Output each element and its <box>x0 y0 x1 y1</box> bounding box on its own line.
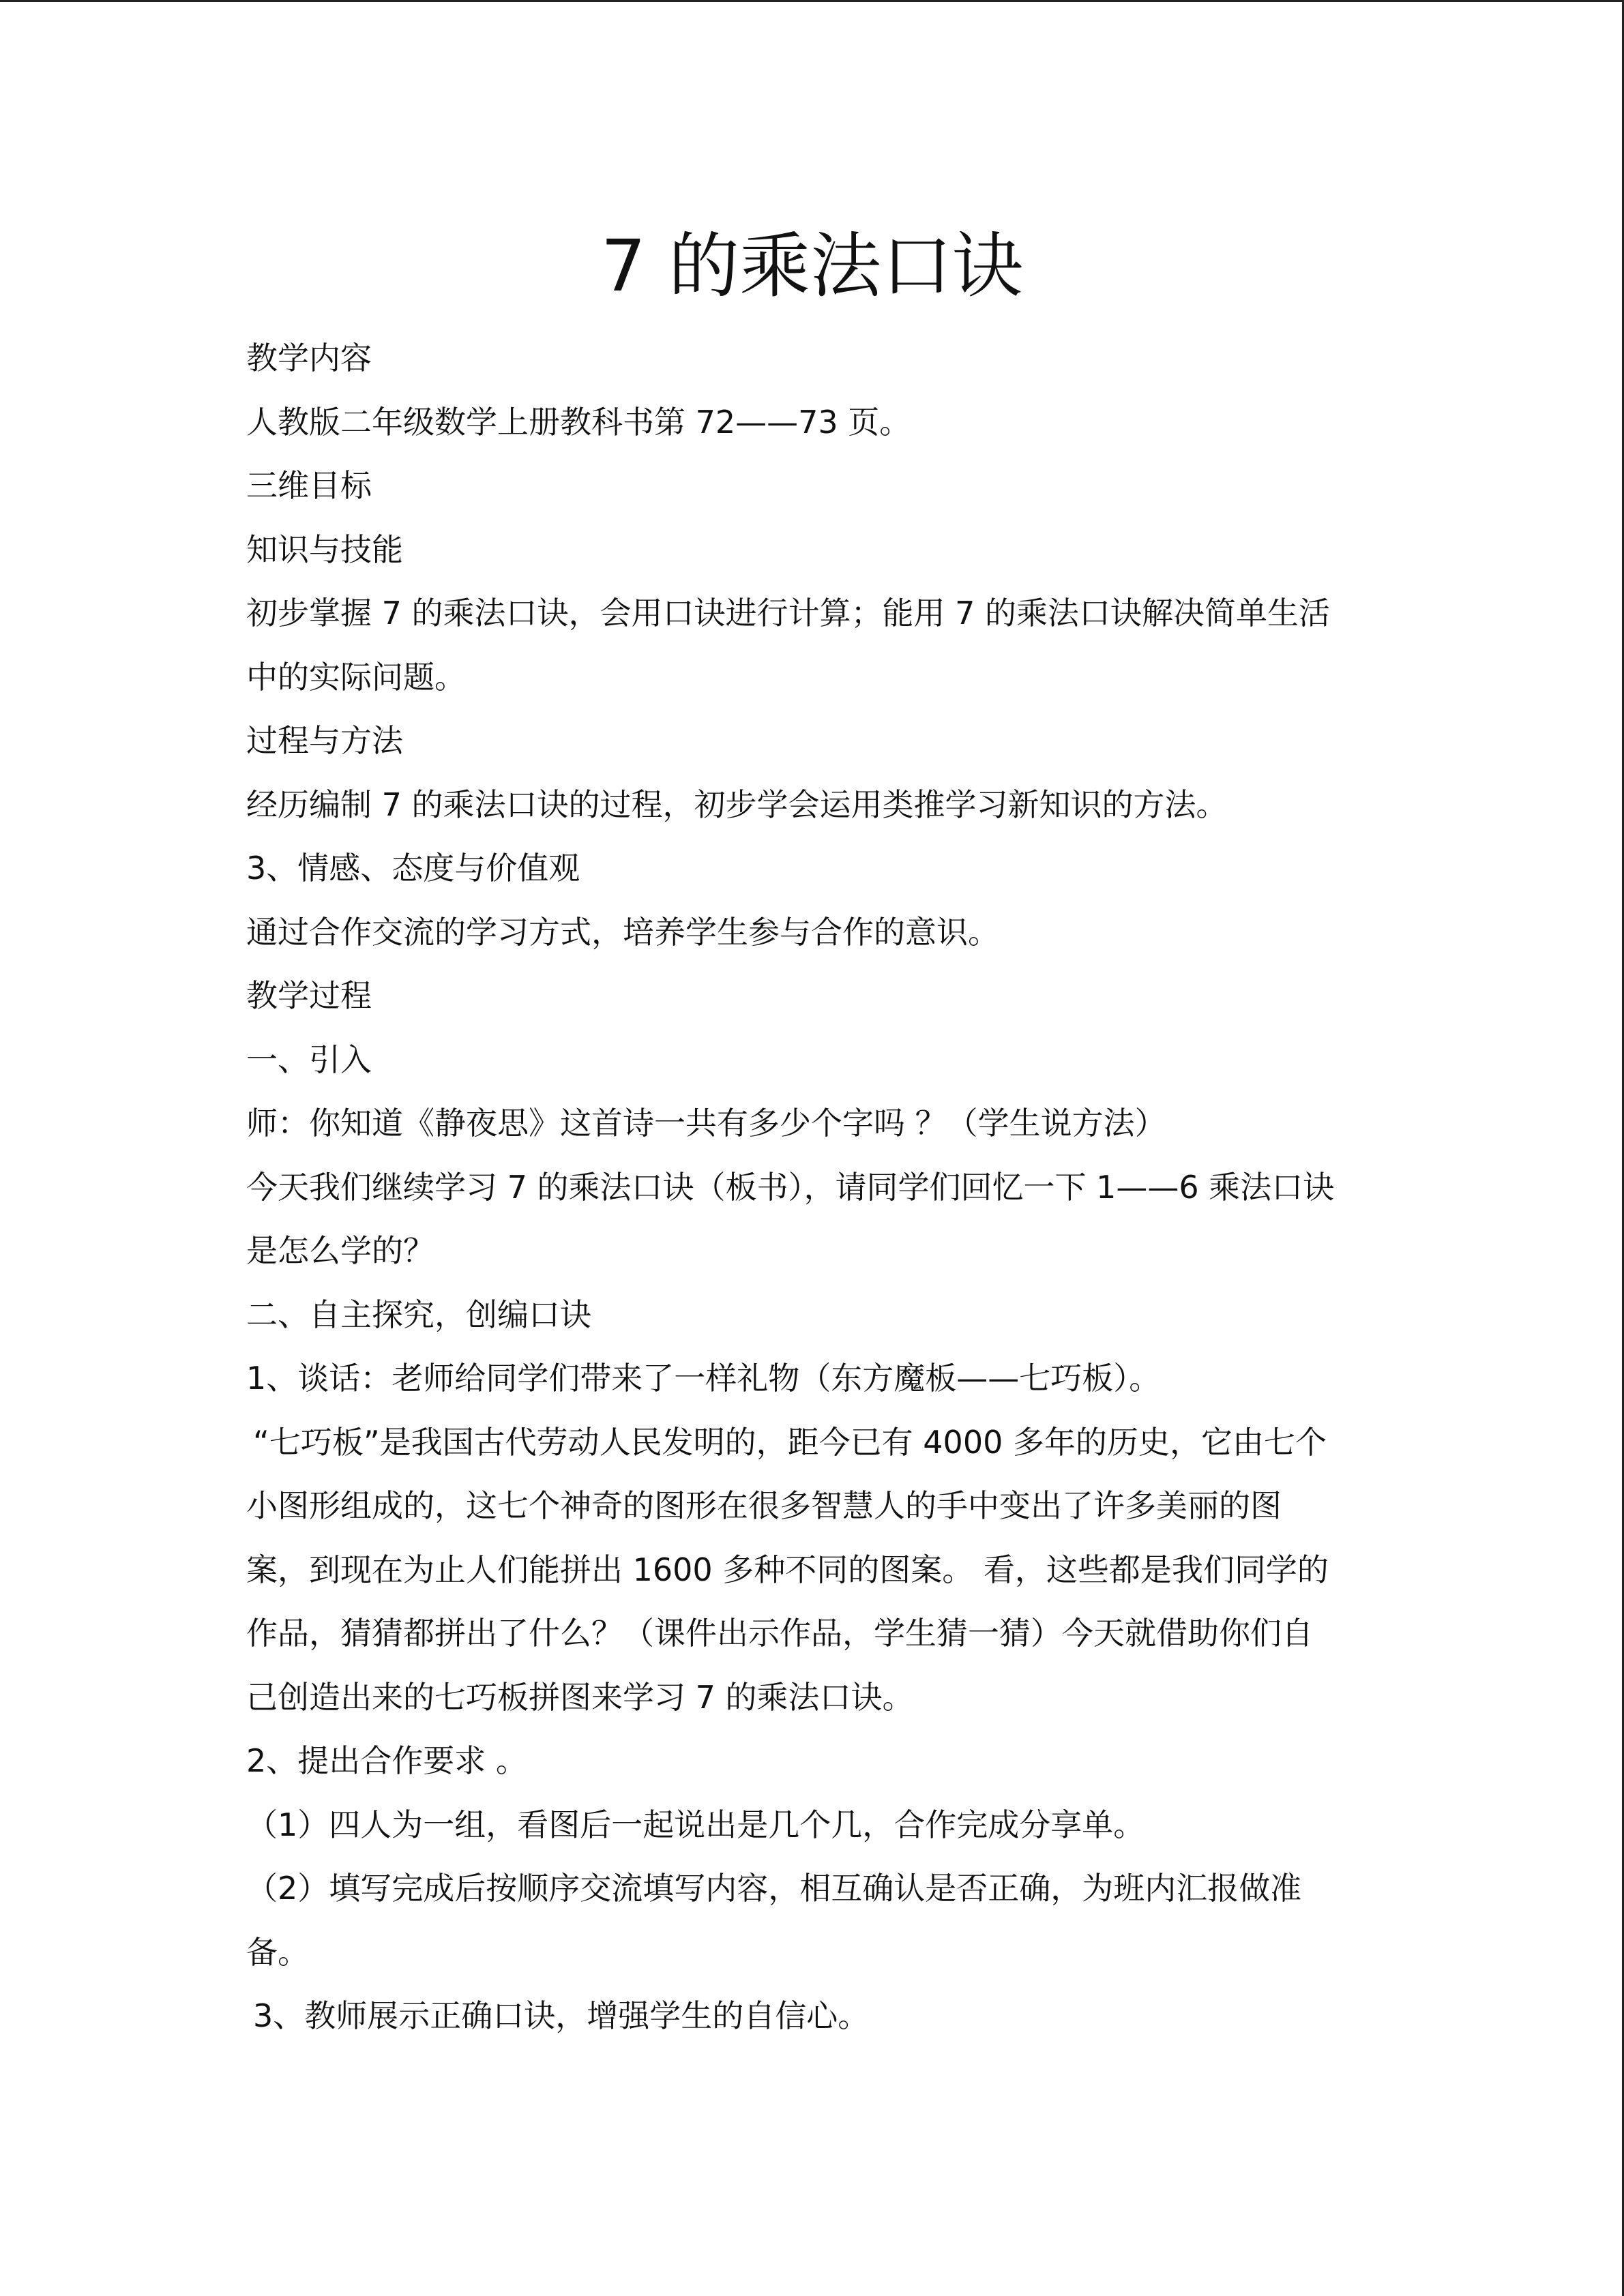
subheading-process-methods: 过程与方法 <box>246 722 403 759</box>
paragraph-line: 小图形组成的，这七个神奇的图形在很多智慧人的手中变出了许多美丽的图 <box>246 1487 1282 1524</box>
subheading-knowledge-skills: 知识与技能 <box>246 531 403 568</box>
paragraph-line: 通过合作交流的学习方式，培养学生参与合作的意识。 <box>246 913 999 951</box>
paragraph-line: 备。 <box>246 1933 309 1971</box>
subheading-introduction: 一、引入 <box>246 1041 372 1078</box>
document-body <box>246 327 1378 2048</box>
subheading-emotion-values: 3、情感、态度与价值观 <box>246 850 580 886</box>
section-heading-teaching-content: 教学内容 <box>246 340 372 376</box>
section-heading-teaching-process: 教学过程 <box>246 977 372 1014</box>
paragraph-line: 经历编制 7 的乘法口诀的过程，初步学会运用类推学习新知识的方法。 <box>246 786 1228 823</box>
paragraph-line: 案，到现在为止人们能拼出 1600 多种不同的图案。 看，这些都是我们同学的 <box>246 1551 1329 1588</box>
paragraph-line: 3、教师展示正确口诀，增强学生的自信心。 <box>253 1997 870 2034</box>
paragraph-line: 是怎么学的？ <box>246 1232 434 1269</box>
paragraph-textbook-pages: 人教版二年级数学上册教科书第 72——73 页。 <box>246 403 911 441</box>
document-title: 7 的乘法口诀 <box>600 224 1024 308</box>
subheading-explore: 二、自主探究，创编口诀 <box>246 1296 591 1333</box>
paragraph-line: 师：你知道《静夜思》这首诗一共有多少个字吗 ？（学生说方法） <box>246 1105 1166 1142</box>
paragraph-line: 1、谈话：老师给同学们带来了一样礼物（东方魔板——七巧板）。 <box>246 1360 1161 1397</box>
list-item: （2）填写完成后按顺序交流填写内容，相互确认是否正确，为班内汇报做准 <box>246 1870 1302 1907</box>
section-heading-objectives: 三维目标 <box>246 467 372 504</box>
paragraph-line: 中的实际问题。 <box>246 658 466 696</box>
paragraph-line: 今天我们继续学习 7 的乘法口诀（板书），请同学们回忆一下 1——6 乘法口诀 <box>246 1168 1335 1206</box>
paragraph-line: 初步掌握 7 的乘法口诀，会用口诀进行计算；能用 7 的乘法口诀解决简单生活 <box>246 595 1331 631</box>
list-item: （1）四人为一组，看图后一起说出是几个几，合作完成分享单。 <box>246 1806 1145 1843</box>
paragraph-line: 2、提出合作要求 。 <box>246 1742 527 1779</box>
paragraph-line: 己创造出来的七巧板拼图来学习 7 的乘法口诀。 <box>246 1678 914 1716</box>
paragraph-line: “七巧板”是我国古代劳动人民发明的，距今已有 4000 多年的历史，它由七个 <box>253 1423 1327 1461</box>
paragraph-line: 作品，猜猜都拼出了什么？（课件出示作品，学生猜一猜）今天就借助你们自 <box>246 1615 1313 1652</box>
